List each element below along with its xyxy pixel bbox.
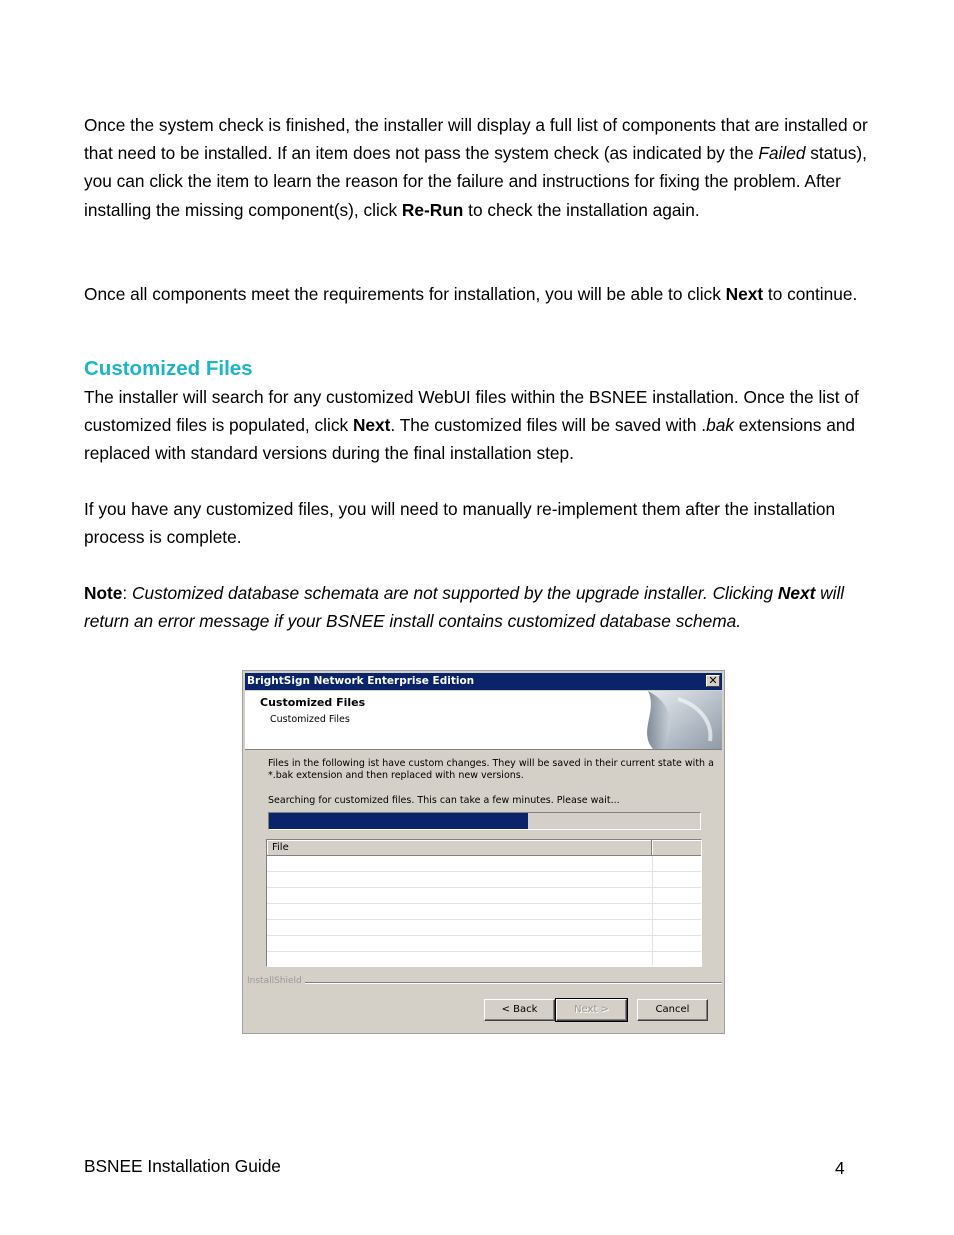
status-text: Searching for customized files. This can take a few minutes. Please wait...	[268, 795, 620, 806]
p3-text-e: extensions and replaced with standard versions during the final installation step.	[84, 415, 856, 464]
list-row	[267, 904, 701, 920]
back-button[interactable]: < Back	[484, 999, 555, 1021]
dialog-title: BrightSign Network Enterprise Edition	[247, 675, 475, 687]
progress-fill	[269, 813, 528, 829]
next-term: Next	[777, 583, 816, 603]
close-icon[interactable]: ✕	[706, 675, 720, 687]
file-list[interactable]	[266, 839, 702, 967]
list-header	[267, 840, 701, 856]
list-row	[267, 856, 701, 872]
cancel-button[interactable]: Cancel	[637, 999, 708, 1021]
page-number: 4	[835, 1158, 845, 1178]
column-header-blank	[652, 840, 701, 856]
installer-dialog-screenshot	[242, 670, 725, 1034]
p3-text-a: The installer will search for any customized WebUI files within the BSNEE installation. Once the list of customized files is populated, click	[84, 387, 859, 436]
p1-text-c: status), you can click the item to learn the reason for the failure and instructions for fixing the problem. After installing the missing component(s), click	[84, 143, 867, 220]
note-text-c: will return an error message if your BSNEE install contains customized database schema.	[84, 583, 845, 632]
footer-title: BSNEE Installation Guide	[84, 1156, 281, 1176]
note-label: Note	[84, 583, 123, 603]
page-curl-graphic-icon	[618, 691, 722, 749]
note-text-a: Customized database schemata are not supported by the upgrade installer. Clicking	[132, 583, 778, 603]
p2-text-c: to continue.	[763, 284, 858, 304]
progress-bar	[268, 812, 701, 830]
next-term: Next	[725, 284, 764, 304]
section-heading: Customized Files	[84, 357, 253, 380]
paragraph-reimplement: If you have any customized files, you will need to manually re-implement them after the installation process is complete.	[84, 499, 836, 548]
paragraph-customized-search	[84, 383, 874, 468]
header-subtitle: Customized Files	[270, 714, 350, 725]
installshield-brand: InstallShield	[247, 976, 305, 986]
list-row	[267, 872, 701, 888]
p3-text-c: . The customized files will be saved with .	[390, 415, 707, 436]
divider	[247, 982, 722, 984]
list-row	[267, 952, 701, 967]
paragraph-system-check	[84, 111, 874, 224]
description-line-1: Files in the following ist have custom changes. They will be saved in their current state with a	[268, 758, 714, 769]
paragraph-next	[84, 280, 874, 308]
list-row	[267, 888, 701, 904]
p1-text-a: Once the system check is finished, the installer will display a full list of components that are installed or that need to be installed. If an item does not pass the system check (as indicated by the	[84, 115, 868, 164]
list-row	[267, 920, 701, 936]
next-term: Next	[352, 415, 391, 436]
header-title: Customized Files	[260, 696, 366, 709]
next-button[interactable]: Next >	[556, 999, 627, 1021]
column-header-file[interactable]: File	[267, 840, 652, 856]
note-colon: :	[122, 583, 133, 603]
p2-text-a: Once all components meet the requirements for installation, you will be able to click	[84, 284, 726, 304]
p1-text-e: to check the installation again.	[463, 199, 700, 220]
list-row	[267, 936, 701, 952]
note-paragraph	[84, 579, 874, 635]
rerun-term: Re-Run	[401, 199, 464, 220]
dialog-header	[245, 691, 722, 750]
failed-term: Failed	[758, 143, 806, 164]
dialog-titlebar	[245, 673, 722, 690]
description-line-2: *.bak extension and then replaced with new versions.	[268, 770, 524, 781]
bak-term: bak	[706, 415, 734, 436]
